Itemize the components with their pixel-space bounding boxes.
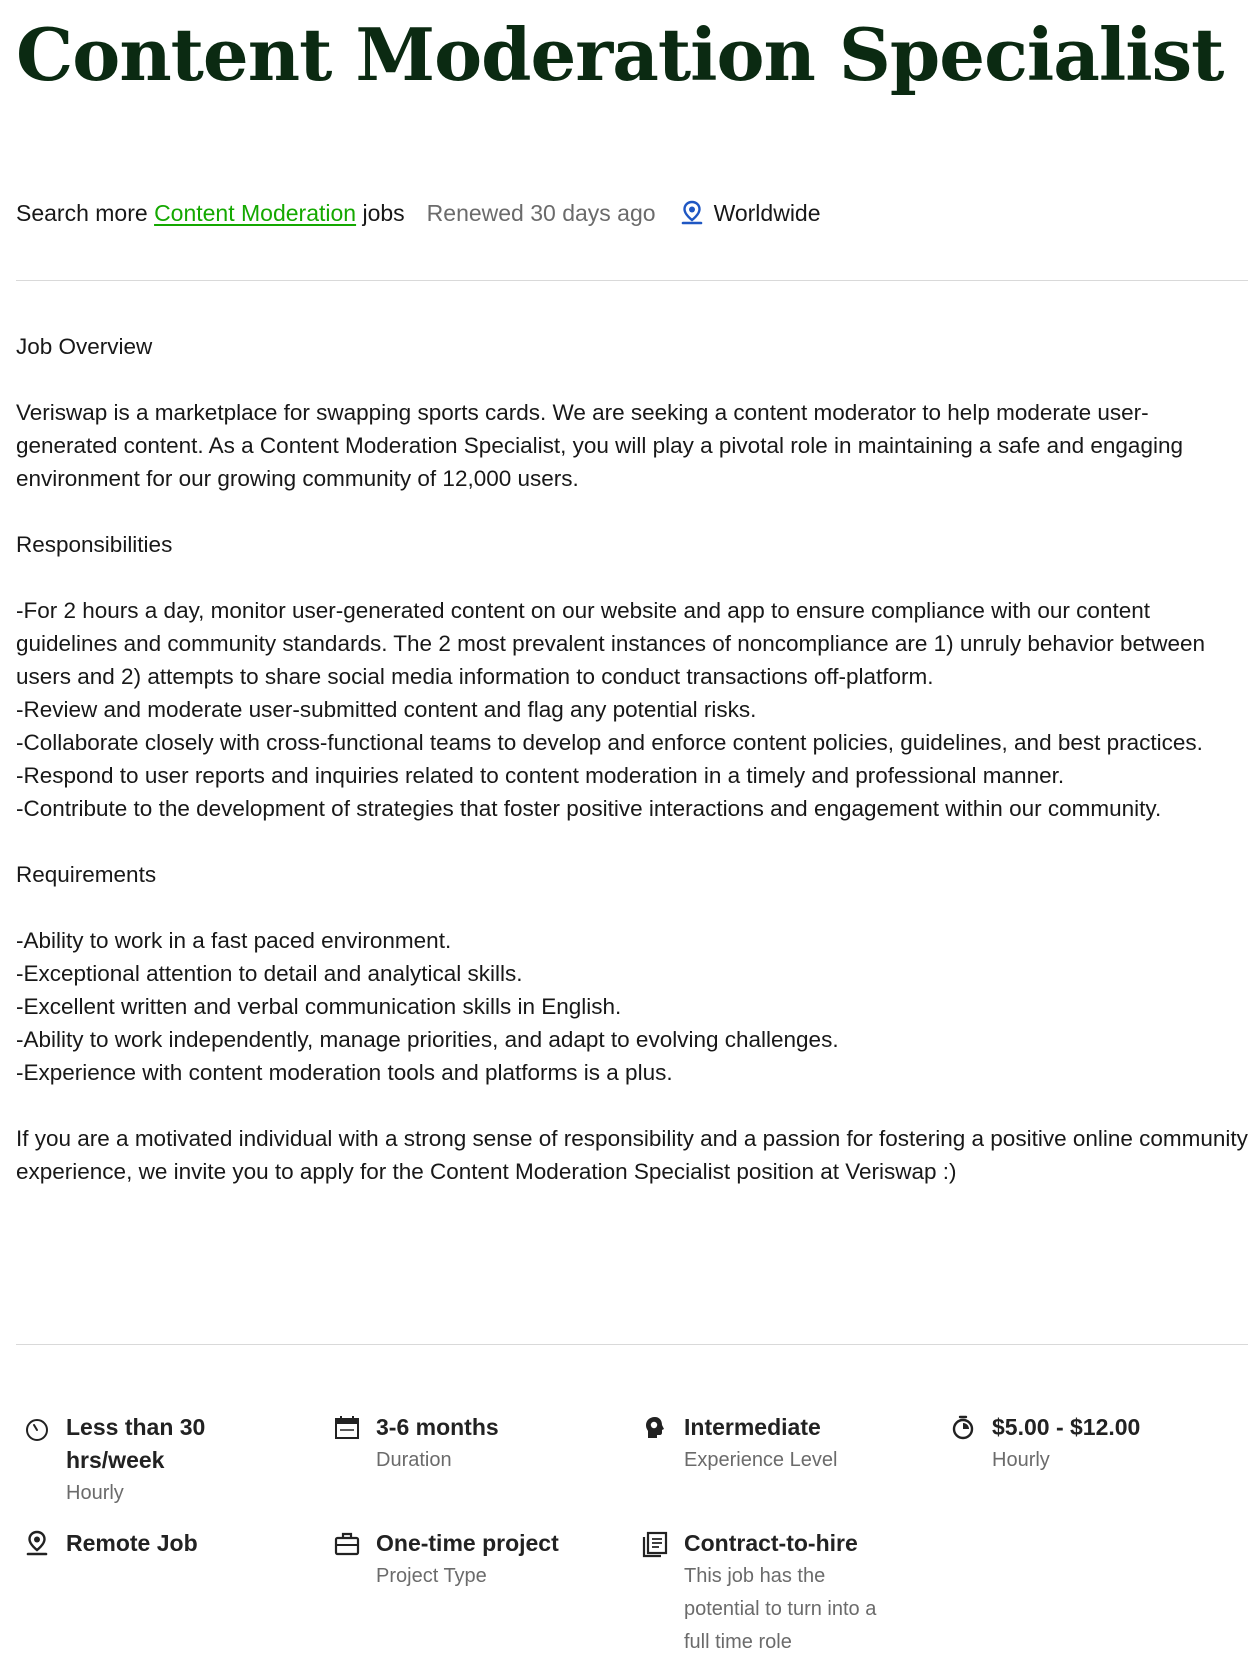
list-item: -Ability to work in a fast paced environment. [16,928,452,953]
requirements-heading: Requirements [16,862,157,887]
feature-experience [640,1411,900,1477]
brain-icon [640,1413,670,1443]
closing-text: If you are a motivated individual with a strong sense of responsibility and a passion for fostering a positive online community experience, we invite you to apply for the Content Moderation Specialist position at Veriswap :) [16,1126,1248,1184]
location-text: Worldwide [713,200,821,226]
feature-hours [22,1411,262,1510]
feature-title: Intermediate [684,1414,821,1440]
clock-icon [22,1413,52,1443]
list-item: -Excellent written and verbal communication skills in English. [16,994,622,1019]
feature-title: $5.00 - $12.00 [992,1414,1141,1440]
divider [16,280,1248,281]
feature-rate [948,1411,1228,1477]
feature-title: Contract-to-hire [684,1530,858,1556]
feature-title: One-time project [376,1530,559,1556]
feature-duration [332,1411,592,1477]
list-item: -Experience with content moderation tools and platforms is a plus. [16,1060,673,1085]
location-pin-icon [22,1529,52,1559]
feature-remote [22,1527,282,1560]
list-item: -Contribute to the development of strategies that foster positive interactions and engagement within our community. [16,796,1162,821]
feature-project-type [332,1527,612,1593]
location-pin-icon [678,199,706,227]
job-title: Content Moderation Specialist [16,12,1224,97]
divider [16,1344,1248,1345]
feature-subtitle: Project Type [376,1565,487,1587]
feature-title: 3-6 months [376,1414,499,1440]
contract-icon [640,1529,670,1559]
list-item: -Exceptional attention to detail and analytical skills. [16,961,523,986]
overview-text: Veriswap is a marketplace for swapping sports cards. We are seeking a content moderator to help moderate user-generated content. As a Content Moderation Specialist, you will play a pivotal role in maintaining a safe and engaging environment for our growing community of 12,000 users. [16,400,1183,491]
briefcase-icon [332,1529,362,1559]
feature-subtitle: Duration [376,1449,452,1471]
stopwatch-icon [948,1413,978,1443]
search-more-suffix: jobs [362,200,405,226]
overview-heading: Job Overview [16,334,153,359]
feature-subtitle: This job has the potential to turn into a full time role [684,1565,877,1653]
feature-subtitle: Hourly [992,1449,1050,1471]
renewed-text: Renewed 30 days ago [426,200,656,226]
job-description [16,330,1248,1188]
job-meta-row [16,196,821,230]
list-item: -Review and moderate user-submitted content and flag any potential risks. [16,697,757,722]
category-link[interactable]: Content Moderation [154,200,357,226]
responsibilities-heading: Responsibilities [16,532,173,557]
feature-title: Less than 30 hrs/week [66,1414,206,1473]
calendar-icon [332,1413,362,1443]
list-item: -Respond to user reports and inquiries related to content moderation in a timely and professional manner. [16,763,1065,788]
feature-subtitle: Experience Level [684,1449,838,1471]
list-item: -Ability to work independently, manage priorities, and adapt to evolving challenges. [16,1027,839,1052]
feature-contract [640,1527,910,1659]
feature-subtitle: Hourly [66,1482,124,1504]
feature-title: Remote Job [66,1530,198,1556]
list-item: -For 2 hours a day, monitor user-generated content on our website and app to ensure compliance with our content guidelines and community standards. The 2 most prevalent instances of noncompliance are 1) unruly behavior between users and 2) attempts to share social media information to conduct transactions off-platform. [16,598,1206,689]
search-more-prefix: Search more [16,200,148,226]
list-item: -Collaborate closely with cross-functional teams to develop and enforce content policies, guidelines, and best practices. [16,730,1203,755]
